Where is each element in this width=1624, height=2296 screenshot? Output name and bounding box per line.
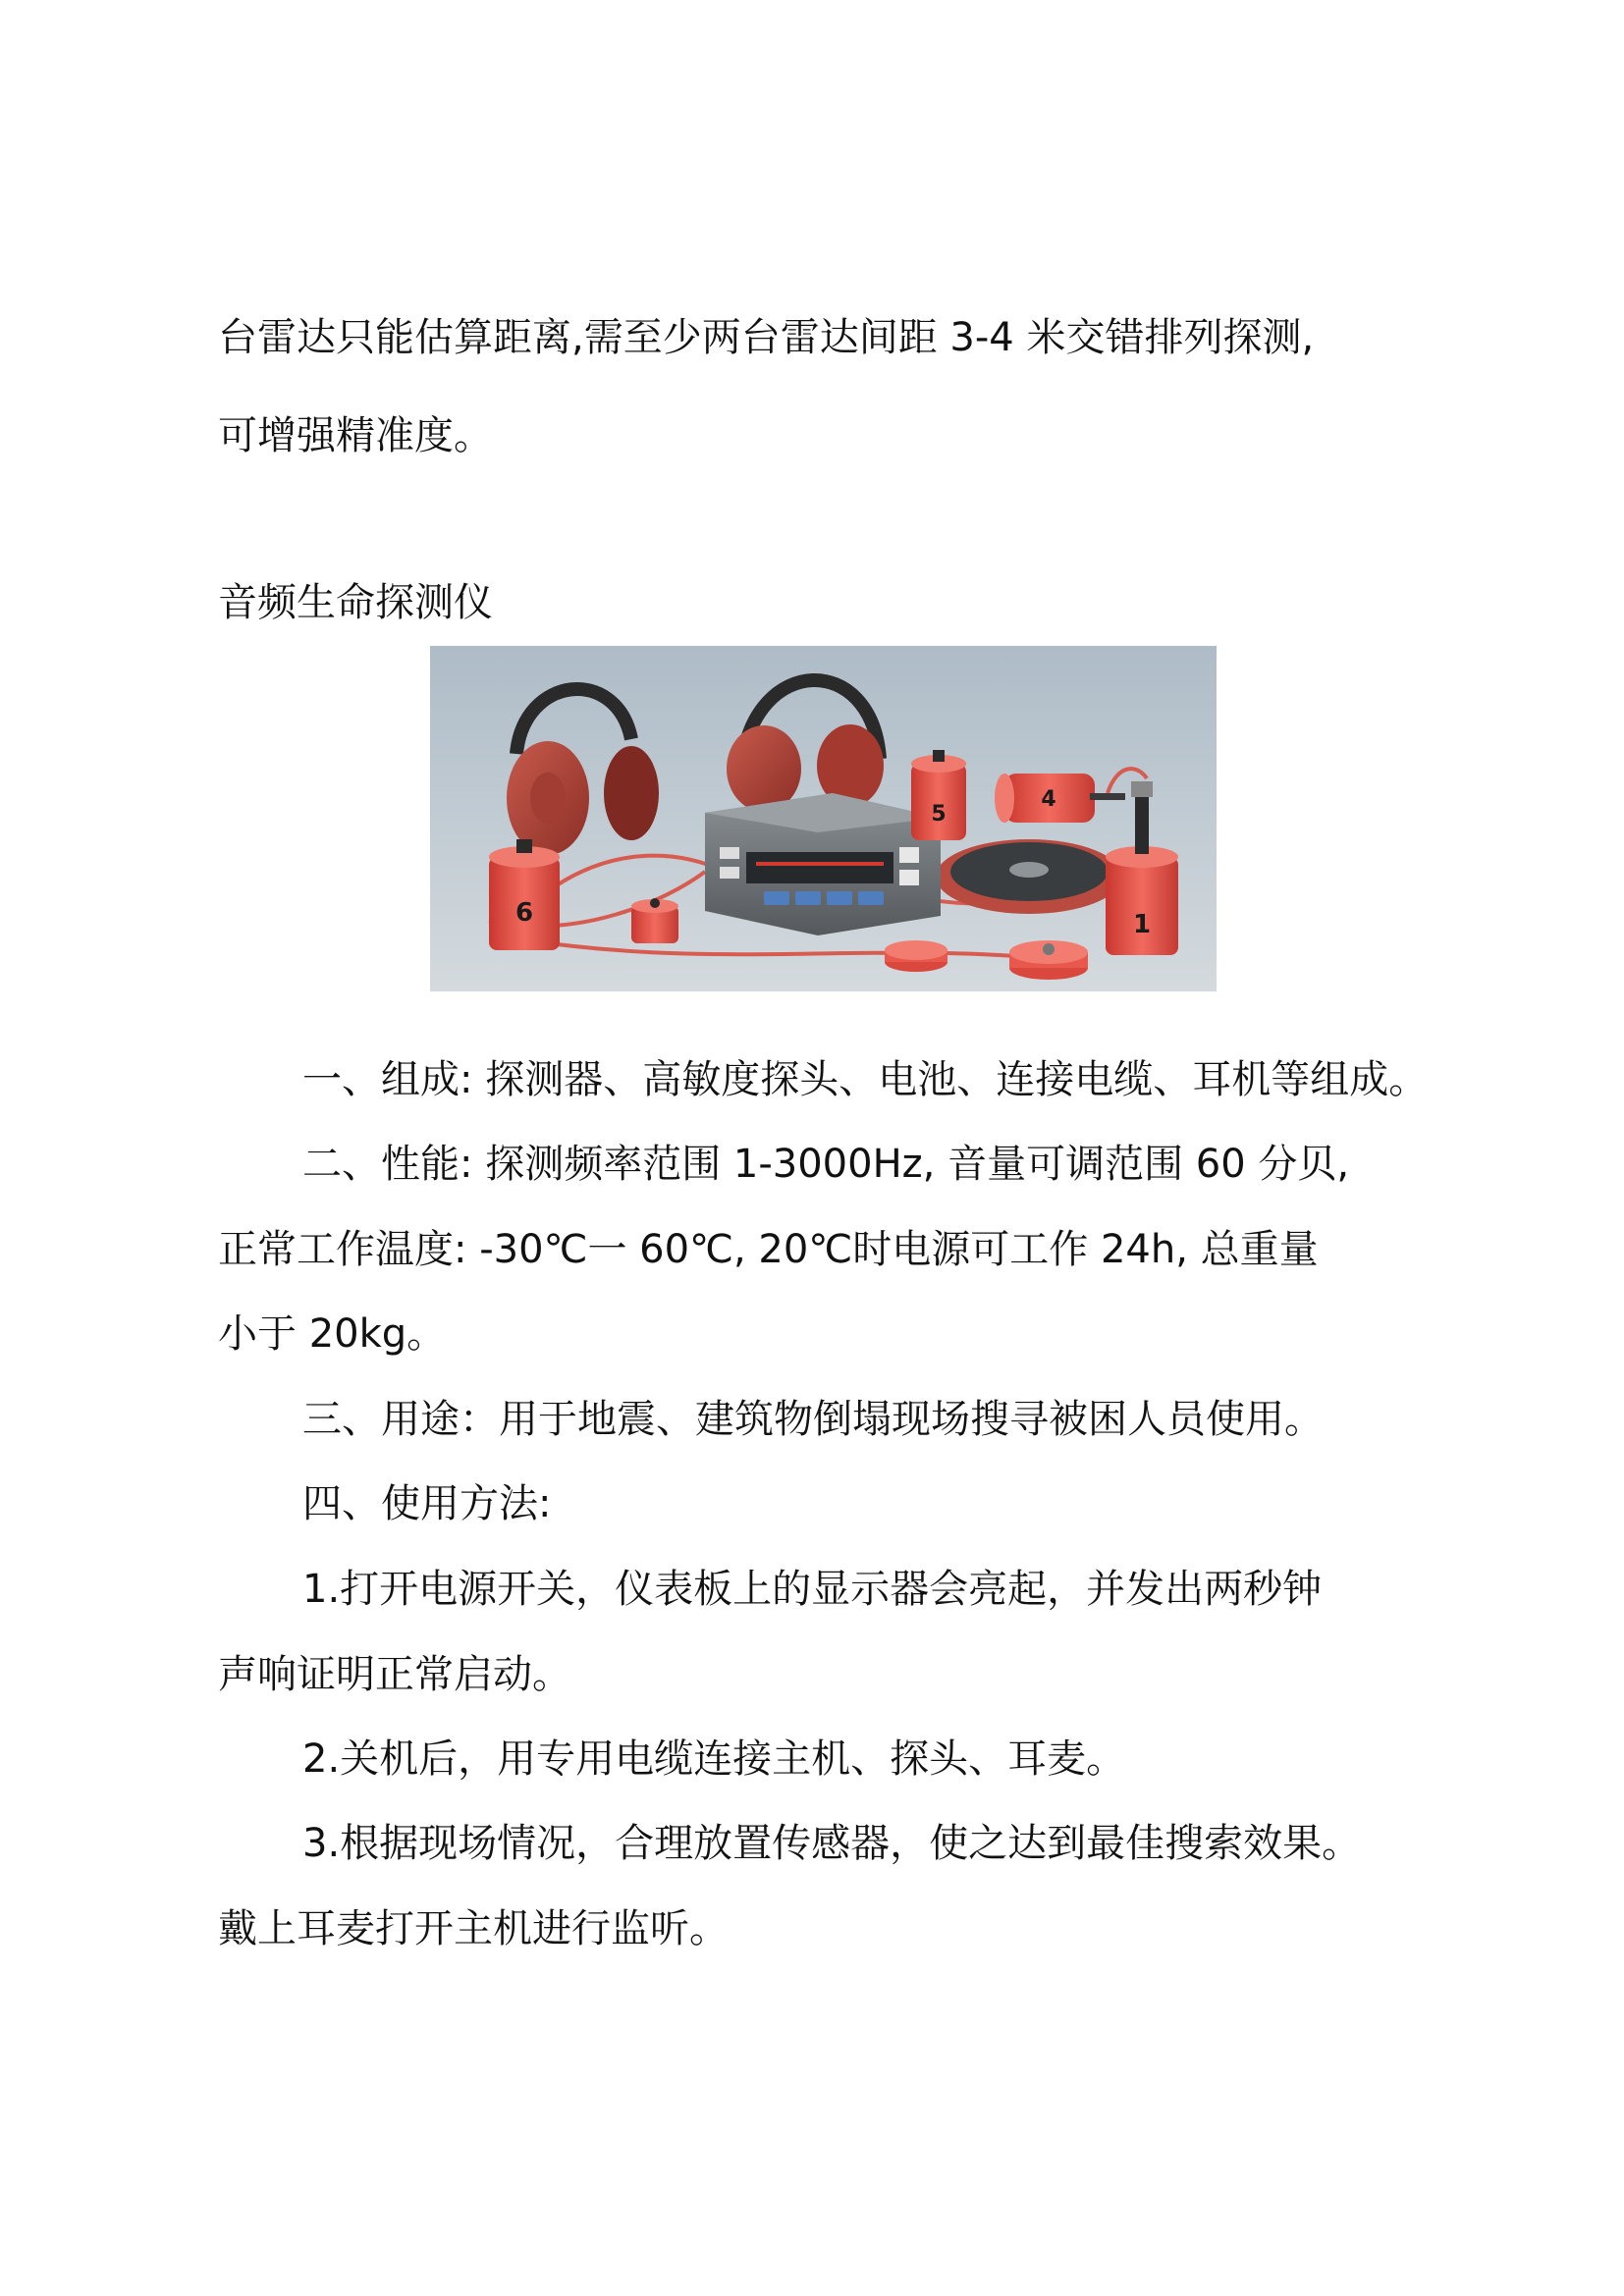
intro-line-1: 台雷达只能估算距离,需至少两台雷达间距 3-4 米交错排列探测, — [218, 315, 1315, 360]
control-unit — [705, 793, 941, 935]
probe-label-4: 4 — [1041, 787, 1056, 812]
body-line-8: 声响证明正常启动。 — [218, 1652, 571, 1697]
body-line-4: 小于 20kg。 — [218, 1311, 447, 1357]
body-line-5: 三、用途：用于地震、建筑物倒塌现场搜寻被困人员使用。 — [302, 1397, 1324, 1442]
audio-life-detector-image — [430, 646, 1217, 991]
probe-5 — [911, 750, 966, 840]
probe-small-center — [631, 898, 678, 943]
body-line-9: 2.关机后，用专用电缆连接主机、探头、耳麦。 — [302, 1736, 1126, 1782]
body-line-1: 一、组成: 探测器、高敏度探头、电池、连接电缆、耳机等组成。 — [302, 1057, 1429, 1102]
section-title: 音频生命探测仪 — [218, 580, 493, 625]
product-photo — [430, 646, 1217, 991]
disc-sensor — [936, 839, 1122, 914]
body-line-2: 二、性能: 探测频率范围 1-3000Hz, 音量可调范围 60 分贝, — [302, 1142, 1350, 1187]
probe-label-5: 5 — [931, 802, 947, 827]
body-line-3: 正常工作温度: -30℃一 60℃, 20℃时电源可工作 24h, 总重量 — [218, 1227, 1319, 1272]
body-line-10: 3.根据现场情况，合理放置传感器，使之达到最佳搜索效果。 — [302, 1821, 1362, 1866]
probe-label-6: 6 — [514, 898, 534, 928]
body-line-7: 1.打开电源开关，仪表板上的显示器会亮起，并发出两秒钟 — [302, 1567, 1323, 1612]
body-line-11: 戴上耳麦打开主机进行监听。 — [218, 1906, 729, 1951]
probe-label-1: 1 — [1132, 910, 1152, 939]
probe-6 — [489, 839, 560, 950]
intro-line-2: 可增强精准度。 — [218, 413, 493, 458]
body-line-6: 四、使用方法: — [302, 1481, 552, 1526]
